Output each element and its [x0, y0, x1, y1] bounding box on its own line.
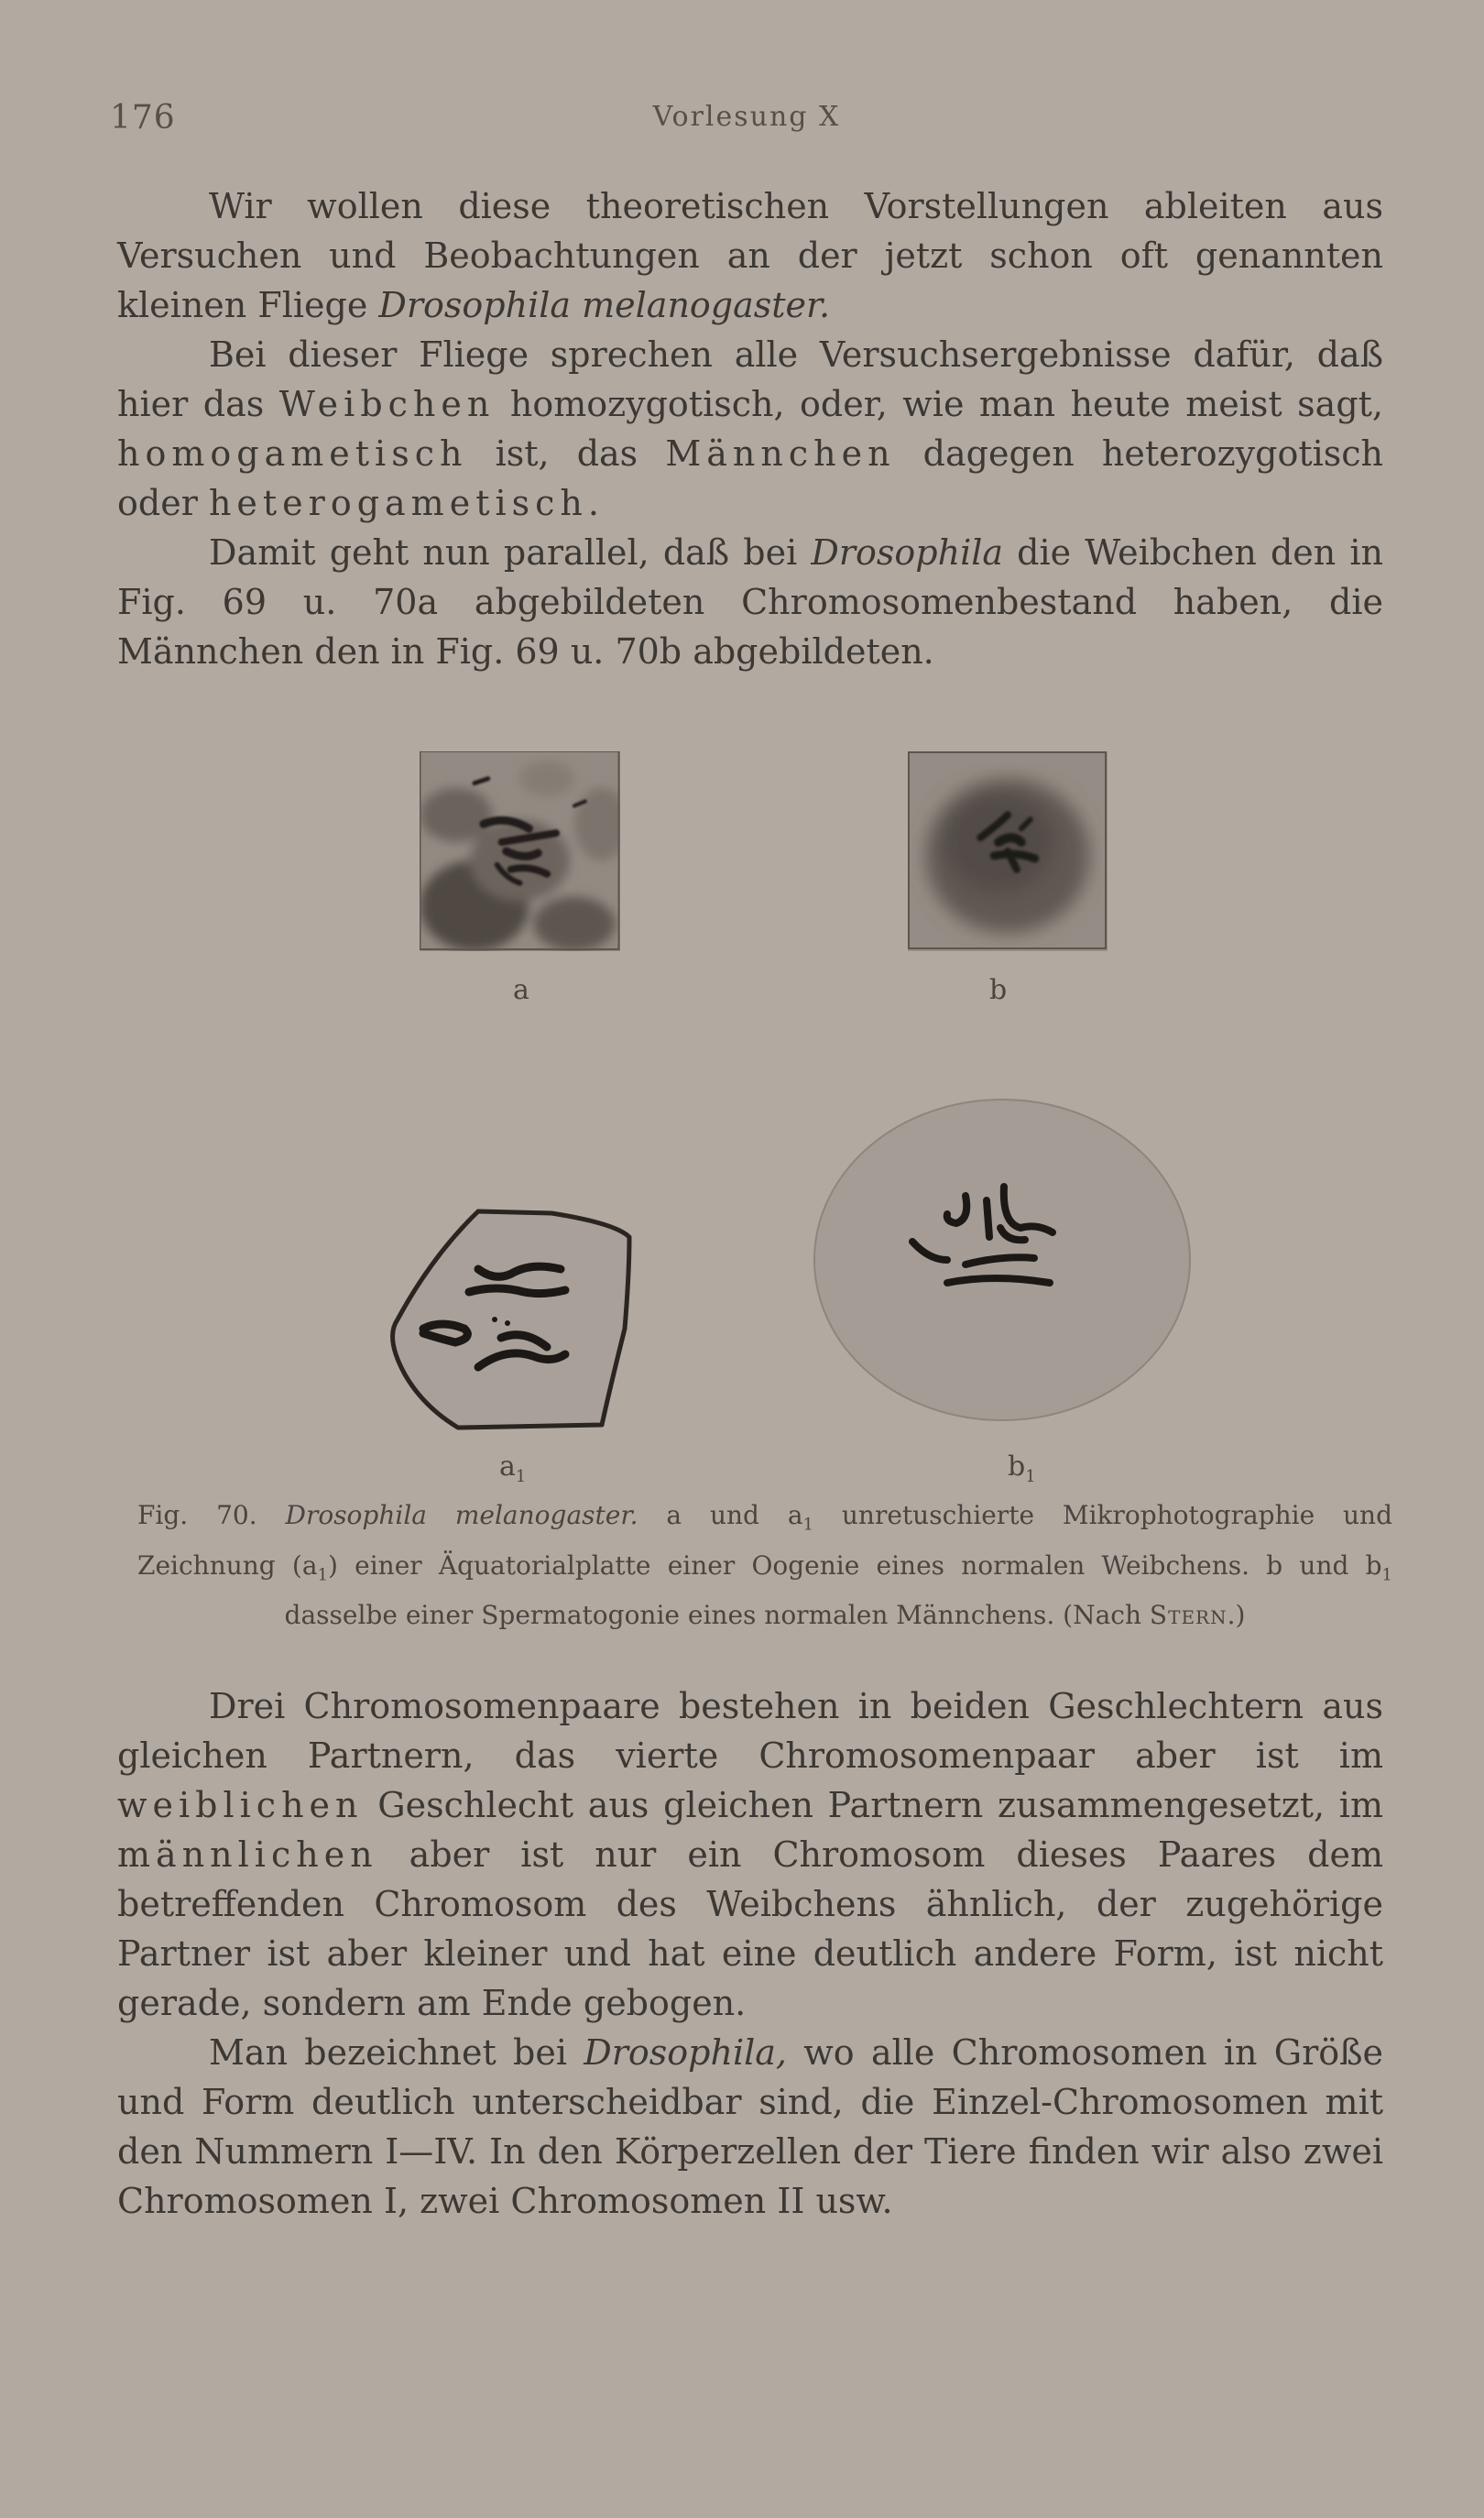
caption-run: dasselbe einer Spermatogonie eines normalen Männchens. (Nach — [284, 1600, 1150, 1631]
text-run: weiblichen — [117, 1785, 364, 1825]
caption-run: a und a — [638, 1500, 803, 1530]
running-title: Vorlesung X — [652, 101, 841, 133]
label-panel-a: a — [513, 974, 529, 1006]
caption-run: 1 — [802, 1515, 814, 1535]
drawing-a1 — [377, 1200, 643, 1439]
text-run: wo alle Chromosomen in Größe und Form deutlich unterscheidbar sind, die Einzel-Chromosomen mit den Nummern I—IV. In den Körperzellen der Tiere finden wir also zwei Chromosomen I, zwei Chromosomen II usw. — [117, 2032, 1383, 2221]
text-run: heterogametisch. — [208, 483, 605, 523]
text-run: ist, das — [467, 433, 666, 474]
text-run: Drosophila — [811, 532, 1004, 573]
text-run: aber ist nur ein Chromosom dieses Paares dem betreffenden Chromosom des Weibchens ähnlich, der zugehörige Partner ist aber kleiner und hat eine deutlich andere Form, ist nicht gerade, sondern am Ende gebogen. — [117, 1834, 1383, 2023]
text-run: homozygotisch, oder, wie man heute meist sagt, — [495, 384, 1383, 424]
caption-run: .) — [1227, 1600, 1246, 1631]
text-run: Drosophila melanogaster. — [378, 285, 831, 325]
text-run: Man bezeichnet bei — [209, 2032, 584, 2073]
label-panel-a1: $a_1$ — [499, 1451, 527, 1486]
micrograph-b — [908, 751, 1108, 951]
text-run: Drosophila, — [584, 2032, 788, 2073]
text-run: Weibchen — [278, 384, 496, 424]
text-run: Geschlecht aus gleichen Partnern zusammengesetzt, im — [363, 1785, 1383, 1825]
drawing-b1 — [810, 1095, 1195, 1425]
micrograph-a — [420, 751, 620, 951]
label-panel-b: b — [989, 974, 1008, 1006]
caption-run: ) einer Äquatorialplatte einer Oogenie eines normalen Weibchens. b und b — [328, 1549, 1382, 1581]
page-number: 176 — [110, 99, 176, 137]
text-run: dagegen heterozygotisch oder — [117, 433, 1384, 523]
text-run: Wir wollen diese theoretischen Vorstellungen ableiten aus Versuchen und Beobachtungen an der jetzt schon oft genannten kleinen Fliege — [117, 186, 1383, 325]
caption-run: 1 — [317, 1565, 329, 1585]
text-run: Bei dieser Fliege sprechen alle Versuchsergebnisse dafür, daß hier das — [117, 334, 1383, 424]
body-paragraph — [117, 2028, 1383, 2226]
text-run: Damit geht nun parallel, daß bei — [209, 532, 812, 573]
body-paragraph — [117, 1681, 1383, 2028]
text-run: männlichen — [117, 1834, 378, 1875]
caption-run: Zeichnung (a — [137, 1549, 318, 1581]
text-run: Drei Chromosomenpaare bestehen in beiden Geschlechtern aus gleichen Partnern, das vierte Chromosomenpaar aber ist im — [117, 1686, 1383, 1776]
caption-line — [137, 1546, 1392, 1596]
caption-run: unretuschierte Mikrophotographie und — [813, 1500, 1393, 1530]
caption-run: Drosophila melanogaster. — [285, 1500, 638, 1530]
text-run: homogametisch — [117, 433, 468, 474]
caption-run: 1 — [1381, 1565, 1392, 1585]
caption-run: Stern — [1149, 1600, 1228, 1631]
figure-caption — [137, 1495, 1392, 1636]
caption-line — [137, 1595, 1392, 1636]
text-block-bottom — [117, 1681, 1383, 2226]
label-panel-b1: $b_1$ — [1008, 1451, 1036, 1486]
caption-run: Fig. 70. — [137, 1500, 286, 1530]
text-run: Männchen — [665, 433, 896, 474]
caption-line — [137, 1495, 1392, 1546]
text-run: die Weibchen den in Fig. 69 u. 70a abgebildeten Chromosomenbestand haben, die Männchen den in Fig. 69 u. 70b abgebildeten. — [117, 532, 1383, 672]
